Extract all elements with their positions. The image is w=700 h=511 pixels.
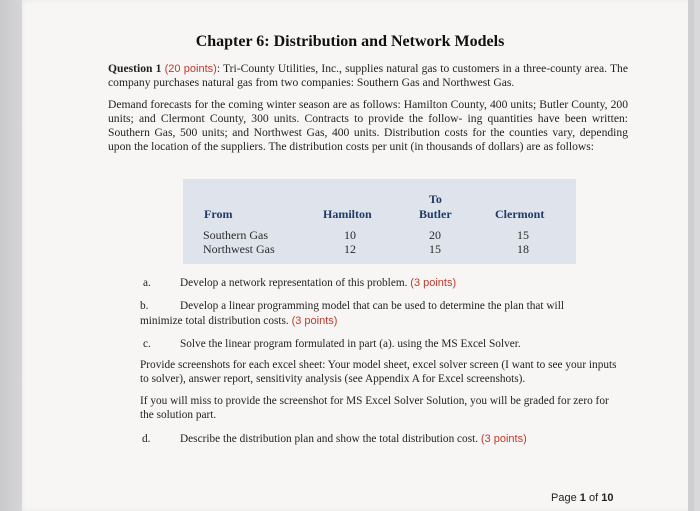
item-a-label: a.	[143, 277, 151, 289]
page-total: 10	[601, 492, 614, 504]
item-a-points: (3 points)	[410, 277, 457, 289]
table-cell: 15	[517, 228, 529, 242]
table-row-label: Northwest Gas	[203, 242, 275, 256]
item-a	[180, 276, 456, 290]
item-b-line2	[140, 314, 337, 328]
demand-paragraph: Demand forecasts for the coming winter season are as follows: Hamilton County, 400 units; Butler County, 200 units; and Clermont County, 300 units. Contracts to provide the follow- ing quantities have been written: Southern Gas, 500 units; and Northwest Gas, 400 units. Distribution costs for the counties vary, depending upon the location of the suppliers. The distribution costs per unit (in thousands of dollars) are as follows:	[108, 98, 628, 153]
table-cell: 18	[517, 242, 529, 256]
item-d-points: (3 points)	[480, 433, 527, 445]
item-d-text: Describe the distribution plan and show the total distribution cost.	[180, 433, 479, 445]
item-c-text: Solve the linear program formulated in part (a). using the MS Excel Solver.	[180, 338, 521, 350]
item-d-label: d.	[142, 433, 151, 445]
table-cell: 12	[344, 242, 356, 256]
item-b-label: b.	[140, 300, 149, 312]
question-label: Question 1	[108, 62, 162, 75]
item-b-text-line1: Develop a linear programming model that can be used to determine the plan that will	[180, 300, 564, 312]
question-text: : Tri-County Utilities, Inc., supplies natural gas to customers in a three-county area. The company purchases natural gas from two companies: Southern Gas and Northwest Gas.	[108, 62, 628, 89]
question-points: (20 points)	[164, 63, 217, 75]
item-d	[180, 432, 527, 446]
question-paragraph	[108, 62, 628, 90]
table-cell: 10	[344, 228, 356, 242]
cost-table	[183, 179, 576, 264]
item-c-label: c.	[143, 338, 151, 350]
table-col-clermont: Clermont	[495, 207, 545, 221]
page-current: 1	[579, 492, 586, 504]
chapter-title: Chapter 6: Distribution and Network Models	[195, 33, 505, 50]
table-col-hamilton: Hamilton	[323, 207, 372, 221]
table-col-butler: Butler	[419, 207, 452, 221]
of-word: of	[588, 492, 599, 504]
table-row-label: Southern Gas	[203, 228, 268, 242]
item-a-text: Develop a network representation of this problem.	[180, 277, 408, 289]
warning-note: If you will miss to provide the screenshot for MS Excel Solver Solution, you will be graded for zero for the solution part.	[140, 395, 609, 421]
page-number	[551, 492, 613, 504]
right-margin-shade	[688, 0, 694, 511]
table-to-header: To	[429, 192, 442, 206]
table-cell: 20	[429, 228, 441, 242]
table-from-header: From	[204, 207, 233, 221]
screenshots-instructions: Provide screenshots for each excel sheet: Your model sheet, excel solver screen (I want to see your inputs to solver), answer report, sensitivity analysis (see Appendix A for Excel screenshots).	[140, 359, 617, 385]
item-b-text-line2: minimize total distribution costs.	[140, 315, 289, 327]
table-cell: 15	[429, 242, 441, 256]
page-word: Page	[551, 492, 577, 504]
item-b-points: (3 points)	[291, 315, 338, 327]
left-margin-shade	[0, 0, 22, 511]
